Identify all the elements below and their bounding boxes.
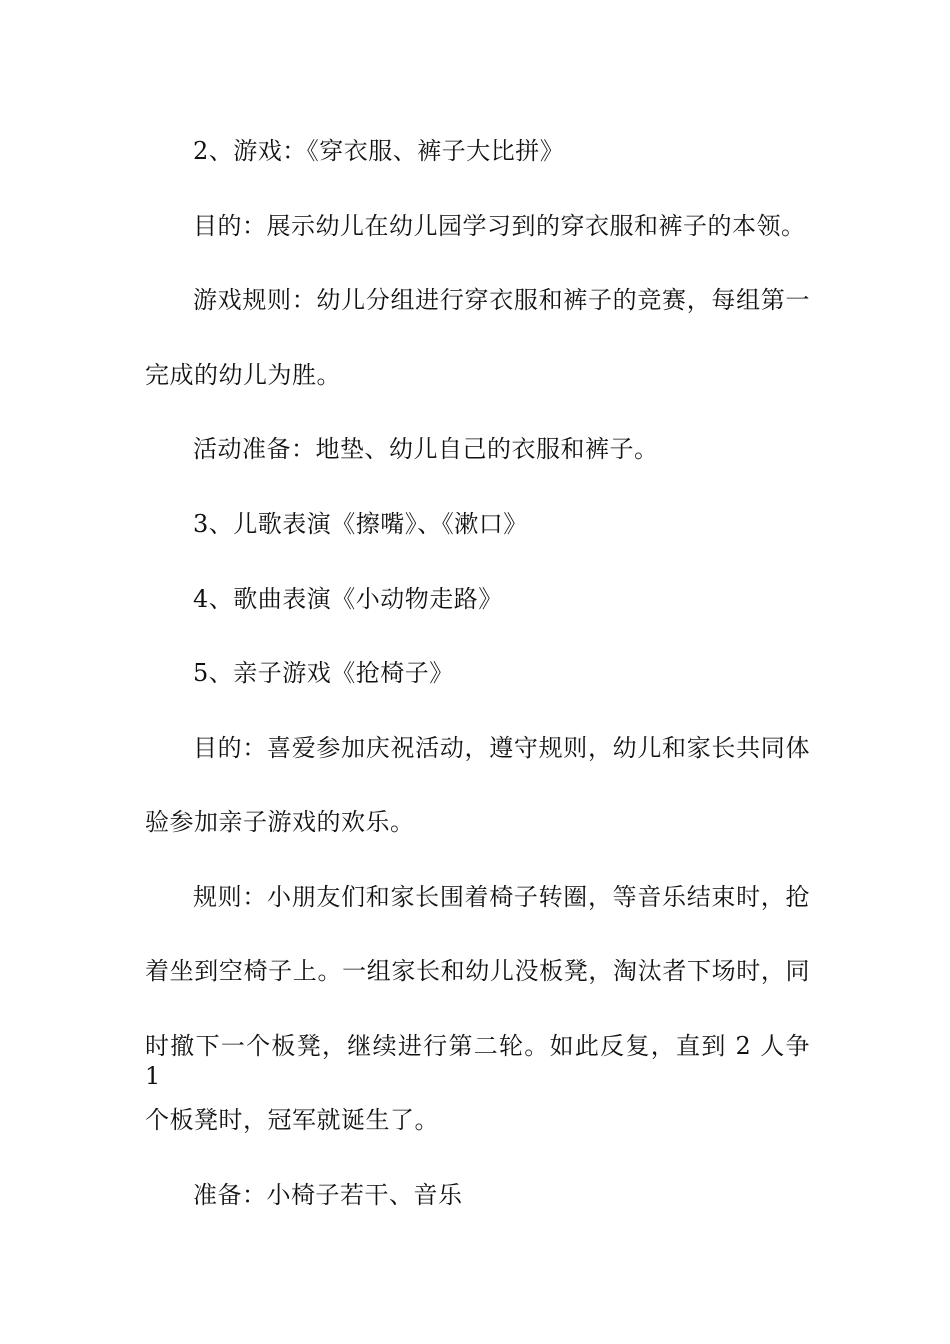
item-5-rules-line-2: 着坐到空椅子上。一组家长和幼儿没板凳，淘汰者下场时，同 (145, 957, 810, 985)
item-5-preparation: 准备：小椅子若干、音乐 (193, 1181, 463, 1209)
item-4-heading: 4、歌曲表演《小动物走路》 (193, 585, 503, 613)
item-5-goal-line-1: 目的：喜爱参加庆祝活动，遵守规则，幼儿和家长共同体 (193, 734, 810, 762)
item-5-rules-line-1: 规则：小朋友们和家长围着椅子转圈，等音乐结束时，抢 (193, 883, 810, 911)
item-5-goal-line-2: 验参加亲子游戏的欢乐。 (145, 808, 415, 836)
item-2-goal: 目的：展示幼儿在幼儿园学习到的穿衣服和裤子的本领。 (193, 212, 806, 240)
item-2-rules-line-2: 完成的幼儿为胜。 (145, 361, 341, 389)
item-2-rules-line-1: 游戏规则：幼儿分组进行穿衣服和裤子的竞赛，每组第一 (193, 286, 810, 314)
item-2-heading: 2、游戏：《穿衣服、裤子大比拼》 (193, 137, 565, 165)
item-5-rules-line-4: 个板凳时，冠军就诞生了。 (145, 1106, 439, 1134)
item-2-preparation: 活动准备：地垫、幼儿自己的衣服和裤子。 (193, 435, 659, 463)
item-3-heading: 3、儿歌表演《擦嘴》、《漱口》 (193, 510, 528, 538)
item-5-rules-line-3: 时撤下一个板凳，继续进行第二轮。如此反复，直到 2 人争 1 (145, 1032, 810, 1090)
item-5-heading: 5、亲子游戏《抢椅子》 (193, 659, 454, 687)
